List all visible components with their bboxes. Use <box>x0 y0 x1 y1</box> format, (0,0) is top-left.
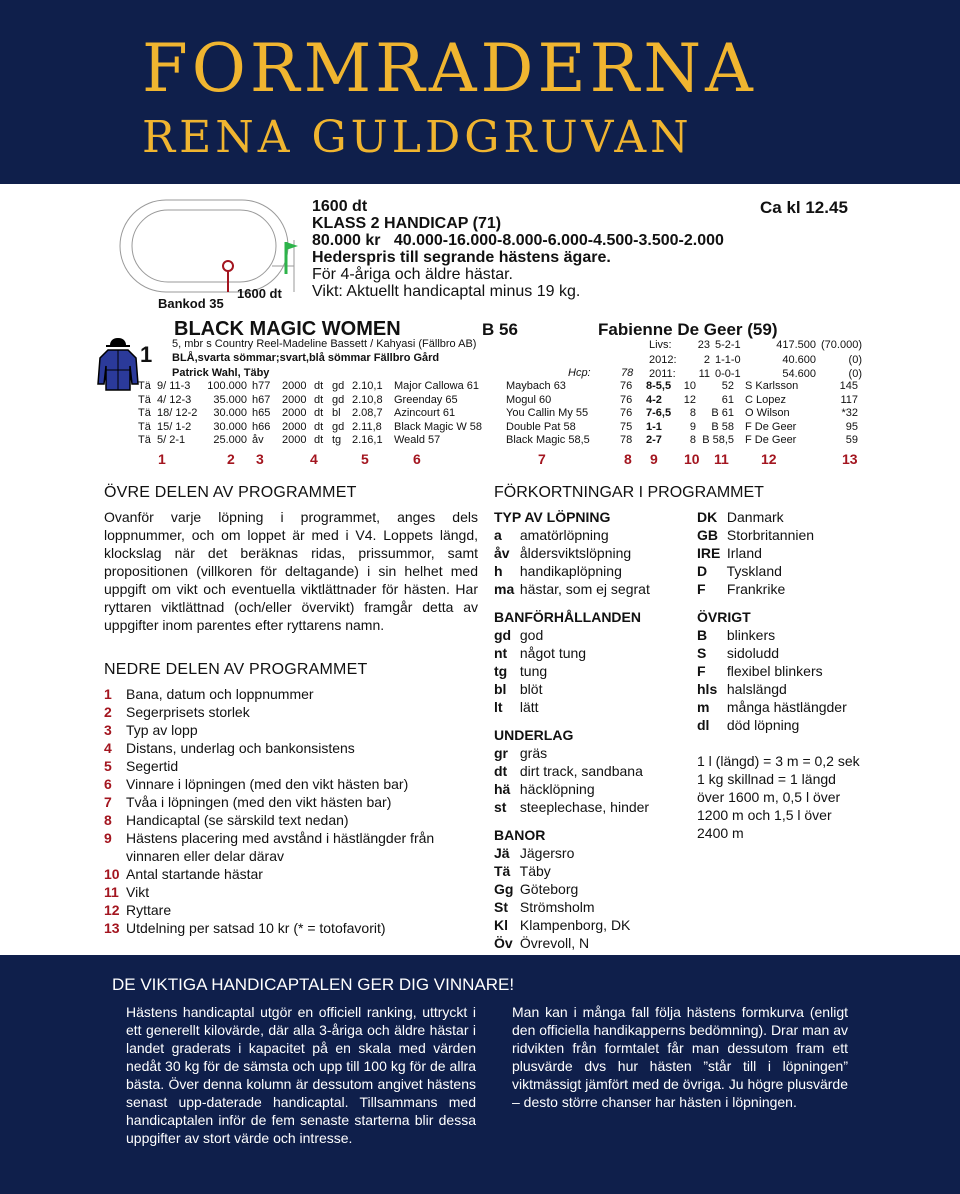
stats-extra: (70.000) (0) (0) <box>821 339 862 380</box>
list-item: ma hästar, som ej segrat <box>494 581 650 597</box>
stats-starts: 23 2 11 <box>697 339 710 380</box>
header-banner <box>0 0 960 184</box>
list-item: tg tung <box>494 663 548 679</box>
length-note: 1 l (längd) = 3 m = 0,2 sek 1 kg skillnad = 1 längd över 1600 m, 0,5 l över 1200 m och 1,5 l över 2400 m <box>697 753 860 841</box>
start-distance-label: 1600 dt <box>237 286 282 301</box>
column-number: 6 <box>413 451 421 467</box>
start-number: 1 <box>140 342 153 367</box>
list-item: Jä Jägersro <box>494 845 575 861</box>
column-number: 9 <box>650 451 658 467</box>
list-item: gd god <box>494 627 544 643</box>
list-item: bl blöt <box>494 681 543 697</box>
bank-code: Bankod 35 <box>158 296 224 311</box>
list-item: 6 Vinnare i löpningen (med den vikt hästen bar) <box>104 776 409 792</box>
footer-title: DE VIKTIGA HANDICAPTALEN GER DIG VINNARE! <box>112 975 515 994</box>
start-marker-icon <box>223 261 233 292</box>
list-item: 13 Utdelning per satsad 10 kr (* = totofavorit) <box>104 920 386 936</box>
hcp-value: 78 <box>621 367 634 379</box>
horse-colors: BLÅ,svarta sömmar;svart,blå sömmar Fällbro Gård <box>172 352 440 364</box>
list-item: hä häcklöpning <box>494 781 595 797</box>
list-item: D Tyskland <box>697 563 782 579</box>
list-item: Öv Övrevoll, N <box>494 935 590 951</box>
upper-section-title: ÖVRE DELEN AV PROGRAMMET <box>104 484 357 501</box>
race-time: Ca kl 12.45 <box>760 198 848 217</box>
list-item: F Frankrike <box>697 581 786 597</box>
list-item: Kl Klampenborg, DK <box>494 917 631 933</box>
list-item: S sidoludd <box>697 645 780 661</box>
race-proposition <box>312 198 724 300</box>
abbreviations-title: FÖRKORTNINGAR I PROGRAMMET <box>494 484 764 501</box>
race-prizes: 80.000 kr 40.000-16.000-8.000-6.000-4.500-3.500-2.000 <box>312 232 724 249</box>
stats-labels: Livs: 2012: 2011: <box>649 339 677 380</box>
list-item: åv åldersviktslöpning <box>494 545 632 561</box>
footer-text-right: Man kan i många fall följa hästens formkurva (enligt den officiella handikapperns bedömning). Drar man av ridvikten från formtalet får man dessutom fram ett plusvärde dvs hur hästen ”står till i löpningen” viktmässigt jämfört med de övriga. Ju högre plusvärde – desto större chanser har hästen i löpningen. <box>512 1004 848 1110</box>
jockey-silks-icon <box>96 336 140 392</box>
header-title: FORMRADERNA <box>142 30 757 107</box>
lower-section <box>104 661 484 937</box>
list-item: m många hästlängder <box>697 699 847 715</box>
list-item: gr gräs <box>494 745 548 761</box>
abbreviations-right-column: DK Danmark GB Storbritannien IRE Irland D Tyskland F Frankrike ÖVRIGT B blinkers S sidoludd F flexibel blinkers hls halslängd m många hästlängder dl död löpning 1 l (längd) = 3 m = 0,2 sek 1 kg skillnad = 1 längd över 1600 m, 0,5 l över 1200 m och 1,5 l över 2400 m <box>697 508 893 842</box>
column-number: 13 <box>842 451 858 467</box>
list-item: F flexibel blinkers <box>697 663 823 679</box>
list-item: 12 Ryttare <box>104 902 172 918</box>
column-number: 7 <box>538 451 546 467</box>
list-item: st steeplechase, hinder <box>494 799 650 815</box>
list-item: GB Storbritannien <box>697 527 815 543</box>
list-item: nt något tung <box>494 645 587 661</box>
list-item: dl död löpning <box>697 717 800 733</box>
footer-text-left: Hästens handicaptal utgör en officiell ranking, uttryckt i ett generellt kilovärde, där alla 3-åriga och äldre hästar i landet graderats i kapacitet på en skala med värden nedåt 30 kg för de sämsta och upp till 100 kg för de allra bästa. Över denna kolumn är dessutom angivet hästens senast upp-daterade handicaptal. Tillsammans med handicaptalen inför de fem senaste starterna blir dessa uppgifter av stort värde och intresse. <box>126 1004 476 1146</box>
column-number: 8 <box>624 451 632 467</box>
list-item: hls halslängd <box>697 681 787 697</box>
upper-section <box>104 484 478 634</box>
abbreviations-section <box>494 484 894 951</box>
stats-record: 5-2-1 1-1-0 0-0-1 <box>715 339 741 380</box>
horse-weight-code: B 56 <box>482 320 518 339</box>
list-item: 7 Tvåa i löpningen (med den vikt hästen bar) <box>104 794 392 810</box>
list-item: DK Danmark <box>697 509 784 525</box>
column-number: 10 <box>684 451 700 467</box>
column-number: 12 <box>761 451 777 467</box>
list-item: St Strömsholm <box>494 899 595 915</box>
list-item: Gg Göteborg <box>494 881 579 897</box>
lower-section-title: NEDRE DELEN AV PROGRAMMET <box>104 661 368 678</box>
list-item: 10 Antal startande hästar <box>104 866 263 882</box>
race-weight: Vikt: Aktuellt handicaptal minus 19 kg. <box>312 283 581 300</box>
column-number: 4 <box>310 451 318 467</box>
hcp-label: Hcp: <box>568 367 591 379</box>
race-class: KLASS 2 HANDICAP (71) <box>312 215 502 232</box>
list-item: 11 Vikt <box>104 884 150 900</box>
race-honor: Hederspris till segrande hästens ägare. <box>312 249 611 266</box>
list-item: IRE Irland <box>697 545 762 561</box>
horse-name: BLACK MAGIC WOMEN <box>174 318 401 340</box>
column-number: 3 <box>256 451 264 467</box>
list-item: 3 Typ av lopp <box>104 722 198 738</box>
column-number: 11 <box>714 451 729 467</box>
list-item: 2 Segerprisets storlek <box>104 704 250 720</box>
race-eligibility: För 4-åriga och äldre hästar. <box>312 266 513 283</box>
finish-flag-icon <box>286 242 298 274</box>
race-distance: 1600 dt <box>312 198 368 215</box>
list-item: 4 Distans, underlag och bankonsistens <box>104 740 355 756</box>
list-item: lt lätt <box>494 699 539 715</box>
header-subtitle: RENA GULDGRUVAN <box>142 112 693 163</box>
column-number: 1 <box>158 451 166 467</box>
list-item: 1 Bana, datum och loppnummer <box>104 686 314 702</box>
horse-owner: Patrick Wahl, Täby <box>172 367 270 379</box>
list-item: dt dirt track, sandbana <box>494 763 643 779</box>
footer-banner <box>0 955 960 1194</box>
list-item: 9 Hästens placering med avstånd i hästlängder från vinnaren eller delar därav <box>104 830 435 864</box>
abbreviations-left-column: TYP AV LÖPNING a amatörlöpning åv åldersviktslöpning h handikaplöpning ma hästar, som ej segrat BANFÖRHÅLLANDEN gd god nt något tung tg tung bl blöt lt lätt UNDERLAG gr gräs dt dirt track, sandbana hä häcklöpning st steeplechase, hinder BANOR Jä Jägersro Tä Täby Gg Göteborg St Strömsholm Kl Klampenborg, DK Öv Övrevoll, N <box>494 508 694 952</box>
list-item: 5 Segertid <box>104 758 179 774</box>
list-item: a amatörlöpning <box>494 527 609 543</box>
stats-money: 417.500 40.600 54.600 <box>776 339 816 380</box>
list-item: 8 Handicaptal (se särskild text nedan) <box>104 812 349 828</box>
list-item: h handikaplöpning <box>494 563 622 579</box>
list-item: B blinkers <box>697 627 776 643</box>
horse-trainer: Fabienne De Geer (59) <box>598 320 778 339</box>
list-item: Tä Täby <box>494 863 551 879</box>
column-number: 2 <box>227 451 235 467</box>
horse-pedigree: 5, mbr s Country Reel-Madeline Bassett / Kahyasi (Fällbro AB) <box>172 338 477 350</box>
upper-section-text: Ovanför varje löpning i programmet, anges dels loppnummer, och om loppet är med i V4. Loppets längd, klockslag när det beräknas ridas, prissummor, samt propositionen (villkoren för deltagande) i sin helhet med uppgift om vikt och eventuella viktlättnader för hästen. Har ryttaren viktlättnad (och/eller övervikt) framgår detta av uppgifter inom parentes efter ryttarens namn. <box>104 509 478 633</box>
column-number: 5 <box>361 451 369 467</box>
